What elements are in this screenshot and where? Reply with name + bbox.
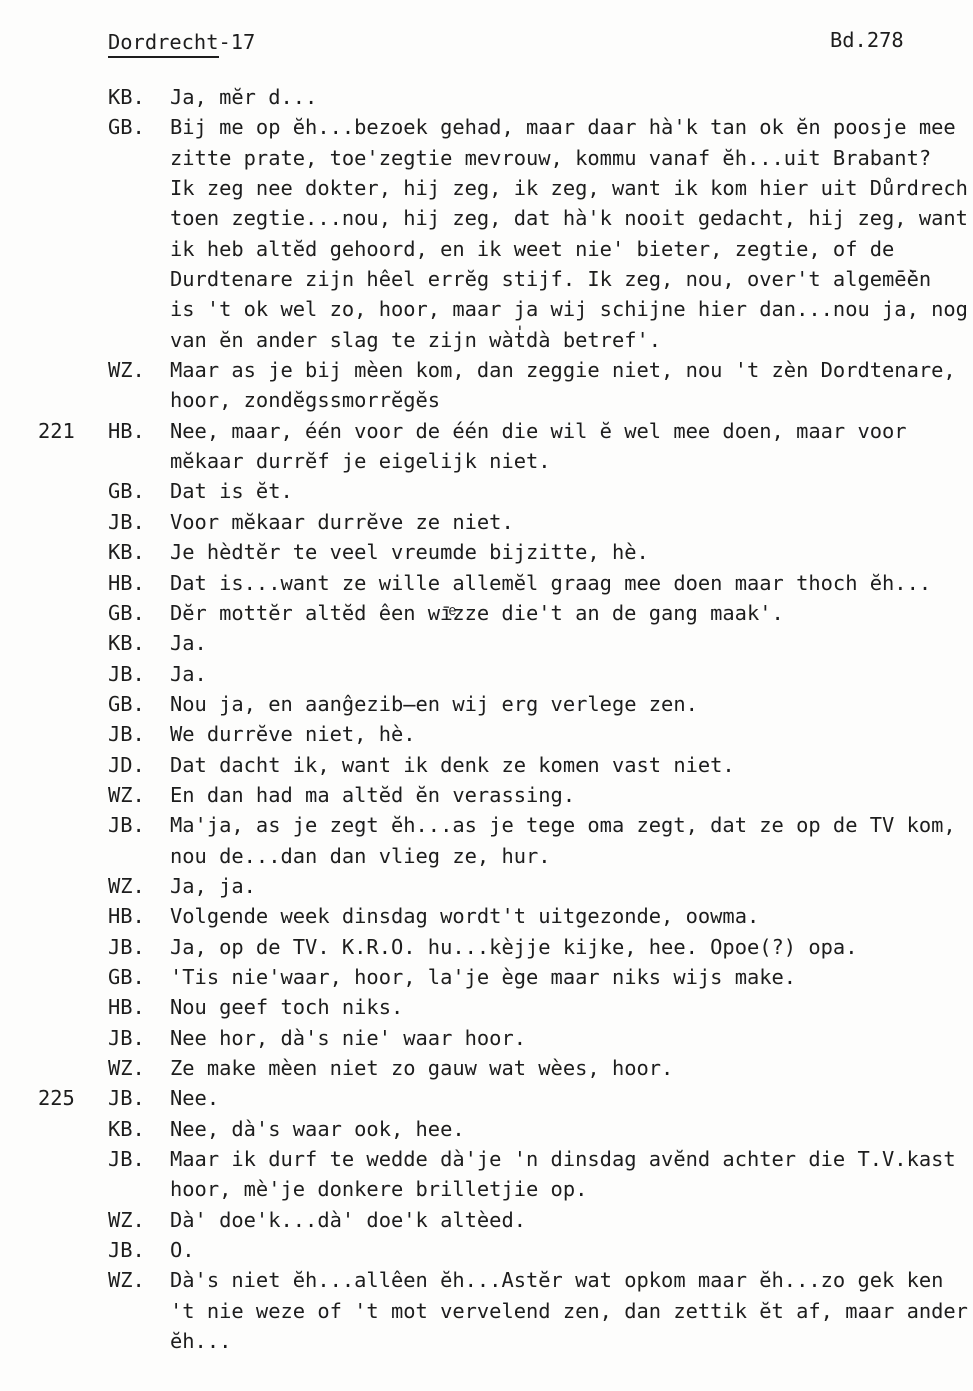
utterance (170, 568, 973, 598)
dialogue-entry (0, 689, 973, 719)
utterance-line: Ja, mĕr d... (170, 85, 318, 109)
utterance (170, 1265, 973, 1356)
utterance-line: Ja, op de TV. K.R.O. hu...kèjje kijke, hee. Opoe(?) opa. (170, 934, 858, 959)
utterance-line: Ja. (170, 661, 207, 686)
speaker-code: JB. (108, 661, 145, 686)
speaker-code: WZ. (108, 782, 145, 807)
speaker-code: WZ. (108, 1207, 145, 1232)
utterance (170, 901, 973, 931)
dialogue-entry (0, 507, 973, 537)
dialogue-entry (0, 780, 973, 810)
speaker-code: JB. (108, 1025, 145, 1050)
speaker-code: HB. (108, 904, 145, 929)
utterance (170, 689, 973, 719)
dialogue-entry (0, 1023, 973, 1053)
speaker-code: KB. (108, 540, 145, 565)
dialogue-entry (0, 962, 973, 992)
utterance-line: Ja. (170, 631, 207, 656)
utterance (170, 992, 973, 1022)
dialogue-entry (0, 416, 973, 477)
speaker-code: KB. (108, 631, 145, 656)
utterance-line: Nee. (170, 1086, 220, 1111)
utterance (170, 659, 973, 689)
utterance (170, 750, 973, 780)
utterance-line: Nee hor, dà's nie' waar hoor. (170, 1025, 527, 1050)
utterance-line: Ik zeg nee dokter, hij zeg, ik zeg, want ik kom hier uit Důrdrech (170, 176, 968, 201)
dialogue-entry (0, 1144, 973, 1205)
utterance (170, 780, 973, 810)
dialogue-entry (0, 598, 973, 628)
speaker-code: GB. (108, 479, 145, 504)
utterance (170, 932, 973, 962)
dialogue-entry (0, 1053, 973, 1083)
speaker-code: JB. (108, 722, 145, 747)
utterance-line: hoor, zondĕgssmorrĕgĕs (170, 388, 441, 413)
utterance (170, 871, 973, 901)
speaker-code: WZ. (108, 358, 145, 383)
utterance-line: toen zegtie...nou, hij zeg, dat hà'k nooit gedacht, hij zeg, want (170, 206, 968, 231)
speaker-code: JB. (108, 813, 145, 838)
page-ref: Bd.278 (830, 28, 904, 52)
utterance-line: ik heb altĕd gehoord, en ik weet nie' bieter, zegtie, of de (170, 236, 895, 261)
utterance-line: Ze make mèen niet zo gauw wat wèes, hoor. (170, 1056, 674, 1080)
dialogue-entry (0, 476, 973, 506)
speaker-code: WZ. (108, 1268, 145, 1293)
utterance (170, 719, 973, 749)
dialogue-transcript (0, 82, 973, 1356)
speaker-code: GB. (108, 964, 145, 989)
utterance (170, 1083, 973, 1113)
utterance-line: nou de...dan dan vlieg ze, hur. (170, 843, 551, 868)
dialogue-entry (0, 932, 973, 962)
utterance-line: 'Tis nie'waar, hoor, la'je ège maar niks wijs make. (170, 964, 797, 989)
dialogue-entry (0, 1235, 973, 1265)
dialogue-entry (0, 659, 973, 689)
utterance-line: hoor, mè'je donkere brilletjie op. (170, 1177, 588, 1202)
utterance (170, 416, 973, 477)
utterance (170, 112, 973, 355)
doc-title-underlined: Dordrecht (108, 30, 219, 58)
speaker-code: HB. (108, 570, 145, 595)
utterance (170, 628, 973, 658)
speaker-code: JB. (108, 1086, 145, 1111)
utterance (170, 1023, 973, 1053)
utterance-line: Dà' doe'k...dà' doe'k altèed. (170, 1207, 527, 1232)
utterance-line: Voor mĕkaar durrĕve ze niet. (170, 509, 514, 534)
line-number: 225 (38, 1086, 75, 1111)
dialogue-entry (0, 901, 973, 931)
speaker-code: GB. (108, 600, 145, 625)
utterance (170, 1053, 973, 1083)
utterance-line: Nee, maar, één voor de één die wil ĕ wel mee doen, maar voor (170, 418, 907, 443)
utterance (170, 537, 973, 567)
line-number: 221 (38, 418, 75, 443)
speaker-code: WZ. (108, 1056, 145, 1080)
utterance-line: Volgende week dinsdag wordt't uitgezonde, oowma. (170, 904, 760, 929)
utterance (170, 476, 973, 506)
utterance-line: Nou ja, en aanĝezib̶en wij erg verlege zen. (170, 691, 698, 716)
speaker-code: HB. (108, 995, 145, 1020)
utterance-line: Bij me op ĕh...bezoek gehad, maar daar hà'k tan ok ĕn poosje mee (170, 115, 956, 140)
utterance-line: 't nie weze of 't mot vervelend zen, dan zettik ĕt af, maar ander (170, 1298, 968, 1323)
speaker-code: JB. (108, 509, 145, 534)
speaker-code: JD. (108, 752, 145, 777)
utterance (170, 507, 973, 537)
utterance (170, 355, 973, 416)
utterance-line: Durdtenare zijn hêel errĕg stijf. Ik zeg, nou, over't algemḕēn (170, 267, 932, 292)
dialogue-entry (0, 719, 973, 749)
speaker-code: GB. (108, 691, 145, 716)
utterance (170, 1235, 973, 1265)
dialogue-entry (0, 1083, 973, 1113)
dialogue-entry (0, 810, 973, 871)
speaker-code: JB. (108, 1147, 145, 1172)
utterance-line: Maar as je bij mèen kom, dan zeggie niet, nou 't zèn Dordtenare, (170, 358, 956, 383)
utterance (170, 1114, 973, 1144)
dialogue-entry (0, 537, 973, 567)
doc-title (108, 30, 255, 54)
utterance (170, 1205, 973, 1235)
dialogue-entry (0, 871, 973, 901)
utterance-line: Dà's niet ĕh...allêen ĕh...Astĕr wat opkom maar ĕh...zo gek ken (170, 1268, 944, 1293)
utterance-line: En dan had ma altĕd ĕn verassing. (170, 782, 576, 807)
dialogue-entry (0, 1205, 973, 1235)
dialogue-entry (0, 1114, 973, 1144)
utterance-line: van ĕn ander slag te zijn wàt̍dà betref'. (170, 327, 662, 352)
utterance-line: Je hèdtĕr te veel vreumde bijzitte, hè. (170, 540, 649, 565)
utterance (170, 810, 973, 871)
utterance-line: is 't ok wel zo, hoor, maar ja wij schijne hier dan...nou ja, nog (170, 297, 968, 322)
utterance-line: zitte prate, toe'zegtie mevrouw, kommu vanaf ĕh...uit Brabant? (170, 145, 932, 170)
page-header (0, 30, 973, 62)
utterance (170, 1144, 973, 1205)
utterance-line: Maar ik durf te wedde dà'je 'n dinsdag avĕnd achter die T.V.kast (170, 1147, 956, 1172)
dialogue-entry (0, 750, 973, 780)
utterance-line: Ja, ja. (170, 873, 256, 898)
speaker-code: GB. (108, 115, 145, 140)
doc-title-suffix: -17 (218, 30, 256, 54)
utterance-line: mĕkaar durrĕf je eigelijk niet. (170, 449, 551, 474)
utterance-line: Dat dacht ik, want ik denk ze komen vast niet. (170, 752, 735, 777)
speaker-code: WZ. (108, 873, 145, 898)
utterance (170, 962, 973, 992)
speaker-code: JB. (108, 1238, 145, 1263)
utterance-line: Nou geef toch niks. (170, 995, 404, 1020)
utterance-line: O. (170, 1238, 195, 1263)
dialogue-entry (0, 1265, 973, 1356)
speaker-code: KB. (108, 85, 145, 109)
utterance (170, 82, 973, 112)
speaker-code: HB. (108, 418, 145, 443)
utterance-line: Ma'ja, as je zegt ĕh...as je tege oma zegt, dat ze op de TV kom, (170, 813, 956, 838)
utterance-line: Dat is ĕt. (170, 479, 293, 504)
speaker-code: KB. (108, 1116, 145, 1141)
speaker-code: JB. (108, 934, 145, 959)
utterance-line: Dat is...want ze wille allemĕl graag mee doen maar thoch ĕh... (170, 570, 932, 595)
utterance-line: ĕh... (170, 1329, 232, 1354)
utterance (170, 598, 973, 628)
utterance-line: Nee, dà's waar ook, hee. (170, 1116, 465, 1141)
utterance-line: Dĕr mottĕr altĕd êen wīͤzze die't an de gang maak'. (170, 600, 784, 625)
dialogue-entry (0, 355, 973, 416)
dialogue-entry (0, 992, 973, 1022)
utterance-line: We durrĕve niet, hè. (170, 722, 416, 747)
dialogue-entry (0, 628, 973, 658)
dialogue-entry (0, 82, 973, 112)
dialogue-entry (0, 112, 973, 355)
dialogue-entry (0, 568, 973, 598)
